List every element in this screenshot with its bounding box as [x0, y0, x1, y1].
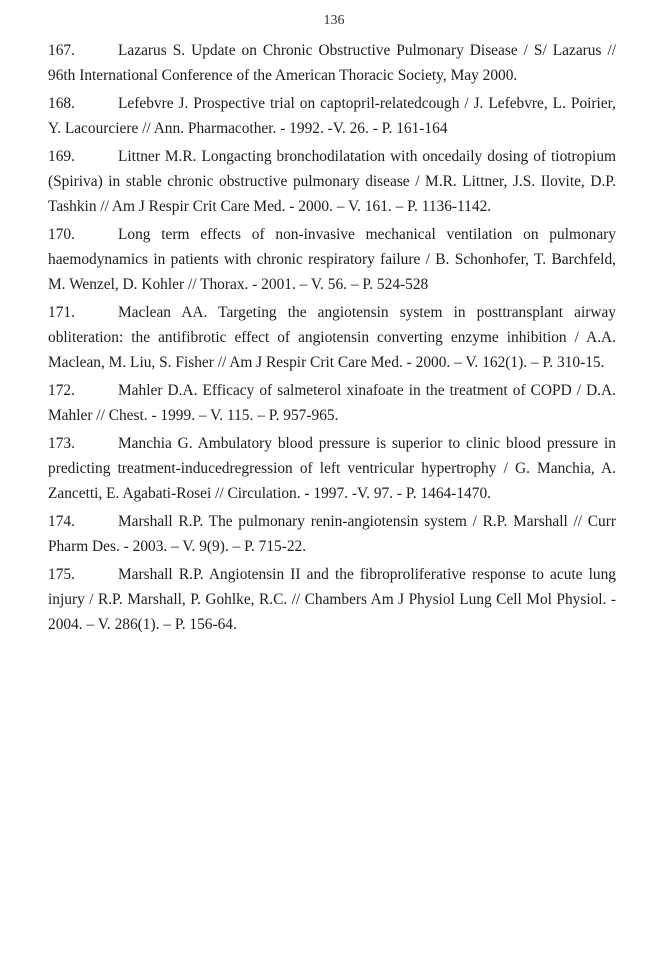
- reference-text: Mahler D.A. Efficacy of salmeterol xinafoate in the treatment of COPD / D.A. Mahler // Chest. - 1999. – V. 115. – P. 957-965.: [48, 382, 616, 424]
- reference-number: 175.: [48, 566, 75, 583]
- reference-item: [48, 431, 616, 506]
- reference-item: [48, 300, 616, 375]
- reference-number: 173.: [48, 435, 75, 452]
- reference-text: Marshall R.P. The pulmonary renin-angiotensin system / R.P. Marshall // Curr Pharm Des. - 2003. – V. 9(9). – P. 715-22.: [48, 513, 616, 555]
- reference-item: [48, 378, 616, 428]
- reference-number: 171.: [48, 304, 75, 321]
- reference-text: Lefebvre J. Prospective trial on captopril-relatedcough / J. Lefebvre, L. Poirier, Y. Lacourciere // Ann. Pharmacother. - 1992. -V. 26. - P. 161-164: [48, 95, 616, 137]
- reference-text: Marshall R.P. Angiotensin II and the fibroproliferative response to acute lung injury / R.P. Marshall, P. Gohlke, R.C. // Chambers Am J Physiol Lung Cell Mol Physiol. - 2004. – V. 286(1). – P. 156-64.: [48, 566, 616, 633]
- reference-item: [48, 91, 616, 141]
- reference-text: Littner M.R. Longacting bronchodilatation with oncedaily dosing of tiotropium (Spiriva) in stable chronic obstructive pulmonary disease / M.R. Littner, J.S. Ilovite, D.P. Tashkin // Am J Respir Crit Care Med. - 2000. – V. 161. – P. 1136-1142.: [48, 148, 616, 215]
- reference-text: Long term effects of non-invasive mechanical ventilation on pulmonary haemodynamics in patients with chronic respiratory failure / B. Schonhofer, T. Barchfeld, M. Wenzel, D. Kohler // Thorax. - 2001. – V. 56. – P. 524-528: [48, 226, 616, 293]
- reference-item: [48, 509, 616, 559]
- reference-number: 168.: [48, 95, 75, 112]
- reference-text: Manchia G. Ambulatory blood pressure is superior to clinic blood pressure in predicting treatment-inducedregression of left ventricular hypertrophy / G. Manchia, A. Zancetti, E. Agabati-Rosei // Circulation. - 1997. -V. 97. - P. 1464-1470.: [48, 435, 616, 502]
- reference-item: [48, 222, 616, 297]
- reference-item: [48, 144, 616, 219]
- reference-text: Maclean AA. Targeting the angiotensin system in posttransplant airway obliteration: the antifibrotic effect of angiotensin converting enzyme inhibition / A.A. Maclean, M. Liu, S. Fisher // Am J Respir Crit Care Med. - 2000. – V. 162(1). – P. 310-15.: [48, 304, 616, 371]
- reference-list: [48, 38, 616, 640]
- reference-number: 172.: [48, 382, 75, 399]
- reference-text: Lazarus S. Update on Chronic Obstructive Pulmonary Disease / S/ Lazarus // 96th International Conference of the American Thoracic Society, May 2000.: [48, 42, 616, 84]
- page-number: 136: [323, 13, 345, 28]
- reference-item: [48, 38, 616, 88]
- reference-number: 174.: [48, 513, 75, 530]
- reference-item: [48, 562, 616, 637]
- reference-number: 169.: [48, 148, 75, 165]
- reference-number: 170.: [48, 226, 75, 243]
- reference-number: 167.: [48, 42, 75, 59]
